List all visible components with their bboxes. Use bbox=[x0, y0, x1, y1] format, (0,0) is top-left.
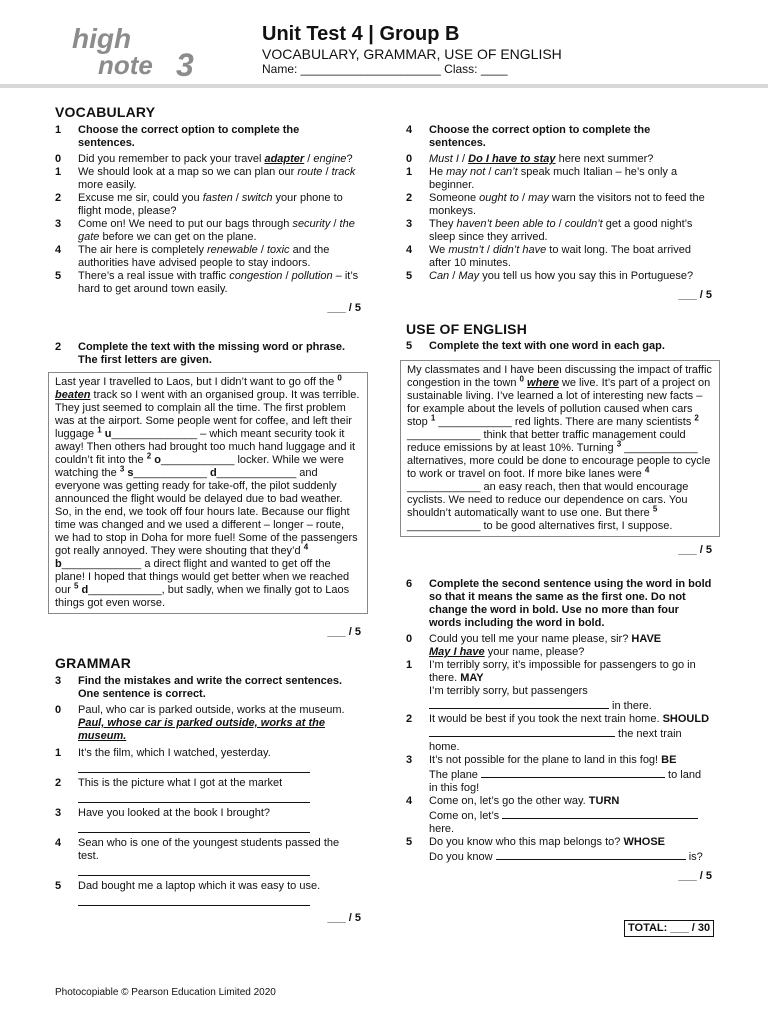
grammar-correction-item[interactable] bbox=[55, 747, 361, 760]
logo-bottom-text: note bbox=[98, 50, 153, 80]
task-4 bbox=[406, 124, 712, 302]
item-number: 2 bbox=[55, 777, 62, 789]
item-text: Can / May you tell us how you say this in Portuguese? bbox=[429, 270, 694, 282]
item-text: This is the picture what I got at the market bbox=[78, 777, 283, 789]
item-number: 3 bbox=[406, 754, 413, 766]
item-text: There’s a real issue with traffic congestion / pollution – it’s hard to get around town easily. bbox=[78, 270, 359, 295]
item-text: It would be best if you took the next train home. SHOULD the next train home. bbox=[429, 713, 710, 753]
modal-option-item[interactable] bbox=[406, 166, 712, 192]
vocabulary-heading: VOCABULARY bbox=[55, 104, 156, 120]
item-text: Come on! We need to put our bags through security / the gate before we can get on the plane. bbox=[78, 218, 355, 243]
item-text: Did you remember to pack your travel adapter / engine? bbox=[78, 153, 353, 165]
transformation-item[interactable] bbox=[406, 754, 712, 795]
task-score[interactable]: ___ / 5 bbox=[327, 912, 361, 924]
task-number: 4 bbox=[406, 124, 413, 136]
high-note-logo bbox=[72, 22, 212, 82]
item-number: 2 bbox=[406, 192, 413, 204]
item-number: 4 bbox=[55, 244, 62, 256]
item-number: 2 bbox=[55, 192, 62, 204]
page-title: Unit Test 4 | Group B bbox=[262, 23, 460, 45]
use-of-english-heading: USE OF ENGLISH bbox=[406, 321, 528, 337]
task-instruction: Find the mistakes and write the correct sentences. One sentence is correct. bbox=[78, 675, 343, 700]
vocab-option-item[interactable] bbox=[55, 270, 361, 296]
item-text: Dad bought me a laptop which it was easy to use. bbox=[78, 880, 321, 892]
vocab-option-item[interactable] bbox=[55, 244, 361, 270]
item-text: Come on, let’s go the other way. TURN Come on, let’s here. bbox=[429, 795, 712, 836]
task-score[interactable]: ___ / 5 bbox=[678, 289, 712, 301]
vocab-option-item[interactable] bbox=[55, 218, 361, 244]
answer-line[interactable] bbox=[78, 760, 310, 773]
item-number: 3 bbox=[55, 807, 62, 819]
item-text: The air here is completely renewable / toxic and the authorities have advised people to stay indoors. bbox=[78, 244, 330, 269]
task-number: 5 bbox=[406, 340, 413, 352]
task-3 bbox=[55, 675, 361, 925]
task-6 bbox=[406, 578, 712, 883]
gap-fill-text[interactable]: Last year I travelled to Laos, but I didn’t want to go off the $^0$ beaten track so I went with an organised group. It was terrible. They just seemed to complain all the time. The first problem was at the airport. Some people went for coffee, and left their luggage $^1$ u______________ – which meant security took it away! Then others had brought too much hand luggage and it couldn’t fit into the $^2$ o____________ locker. While we were watching the $^3$ s____________ d_____________ and everyone was getting ready for take-off, the pilot suddenly announced the flight would be delayed due to bad weather. So, in the end, we took off four hours late. Because our flight time was changed and we used a different – longer – route, we had to stop in Doha for more fuel! Some of the passengers got really annoyed. They were shouting that they’d $^4$ b_____________ a direct flight and wanted to get off the plane! I hoped that things would get better when we reached our $^5$ d____________, but sadly, when we finally got to Laos things got even worse. bbox=[55, 373, 360, 609]
page-subtitle: VOCABULARY, GRAMMAR, USE OF ENGLISH bbox=[262, 46, 562, 62]
answer-line[interactable] bbox=[78, 790, 310, 803]
item-number: 4 bbox=[406, 244, 413, 256]
task-5-text-box bbox=[400, 360, 720, 537]
item-number: 4 bbox=[55, 837, 62, 849]
grammar-correction-item[interactable] bbox=[55, 880, 361, 893]
item-number: 5 bbox=[406, 270, 413, 282]
item-number: 1 bbox=[406, 166, 413, 178]
item-number: 0 bbox=[55, 704, 62, 716]
vocab-option-item[interactable] bbox=[55, 166, 361, 192]
item-number: 5 bbox=[55, 270, 62, 282]
task-instruction: Choose the correct option to complete the sentences. bbox=[429, 124, 651, 149]
grammar-correction-item[interactable] bbox=[55, 837, 361, 863]
item-number: 3 bbox=[55, 218, 62, 230]
item-number: 0 bbox=[406, 633, 413, 645]
transformation-item[interactable] bbox=[406, 713, 712, 754]
grammar-correction-item[interactable] bbox=[55, 777, 361, 790]
item-number: 1 bbox=[406, 659, 413, 671]
item-number: 5 bbox=[55, 880, 62, 892]
transformation-item[interactable] bbox=[406, 659, 712, 713]
task-number: 2 bbox=[55, 341, 62, 353]
grammar-heading: GRAMMAR bbox=[55, 655, 132, 671]
task-score[interactable]: ___ / 5 bbox=[678, 544, 712, 556]
task-5-score-wrap bbox=[406, 538, 712, 557]
modal-option-item[interactable] bbox=[406, 192, 712, 218]
task-1 bbox=[55, 124, 361, 315]
transformation-item[interactable] bbox=[406, 795, 712, 836]
header-bar bbox=[0, 84, 768, 88]
answer-line[interactable] bbox=[78, 893, 310, 906]
item-number: 0 bbox=[406, 153, 413, 165]
task-number: 6 bbox=[406, 578, 413, 590]
name-class-line: Name: _____________________ Class: ____ bbox=[262, 62, 508, 76]
vocab-option-item[interactable] bbox=[55, 192, 361, 218]
item-text: They haven’t been able to / couldn’t get a good night’s sleep since they arrived. bbox=[429, 218, 693, 243]
item-number: 3 bbox=[406, 218, 413, 230]
answer-line[interactable] bbox=[78, 863, 310, 876]
total-score[interactable]: TOTAL: ___ / 30 bbox=[624, 920, 714, 937]
modal-option-item[interactable] bbox=[406, 244, 712, 270]
footer-copyright: Photocopiable © Pearson Education Limited 2020 bbox=[55, 987, 276, 998]
item-text: He may not / can’t speak much Italian – he’s only a beginner. bbox=[429, 166, 678, 191]
task-number: 1 bbox=[55, 124, 62, 136]
task-score[interactable]: ___ / 5 bbox=[678, 870, 712, 882]
task-instruction: Complete the text with the missing word or phrase. The first letters are given. bbox=[78, 341, 346, 366]
item-text: Excuse me sir, could you fasten / switch your phone to flight mode, please? bbox=[78, 192, 343, 217]
example-sentence: Paul, who car is parked outside, works at the museum. bbox=[78, 704, 345, 716]
vocab-option-item[interactable] bbox=[55, 153, 361, 166]
task-score[interactable]: ___ / 5 bbox=[327, 626, 361, 638]
item-number: 5 bbox=[406, 836, 413, 848]
item-number: 1 bbox=[55, 166, 62, 178]
item-text: Must I / Do I have to stay here next summer? bbox=[429, 153, 654, 165]
transformation-item[interactable] bbox=[406, 836, 712, 864]
modal-option-item[interactable] bbox=[406, 218, 712, 244]
item-number: 2 bbox=[406, 713, 413, 725]
example-item bbox=[55, 704, 361, 743]
task-instruction: Complete the text with one word in each gap. bbox=[429, 340, 665, 352]
item-number: 4 bbox=[406, 795, 413, 807]
task-score[interactable]: ___ / 5 bbox=[327, 302, 361, 314]
task-2-text-box bbox=[48, 372, 368, 614]
logo-number-text: 3 bbox=[176, 47, 194, 82]
task-2 bbox=[55, 341, 361, 370]
task-5 bbox=[406, 340, 712, 356]
item-text: We should look at a map so we can plan our route / track more easily. bbox=[78, 166, 356, 191]
item-text: Someone ought to / may warn the visitors not to feed the monkeys. bbox=[429, 192, 705, 217]
task-instruction: Choose the correct option to complete the sentences. bbox=[78, 124, 300, 149]
item-number: 1 bbox=[55, 747, 62, 759]
item-text: Have you looked at the book I brought? bbox=[78, 807, 271, 819]
modal-option-item[interactable] bbox=[406, 153, 712, 166]
task-instruction: Complete the second sentence using the word in bold so that it means the same as the first one. Do not change the word in bold. Use no more than four words including the word in bold. bbox=[429, 578, 712, 629]
item-text: Could you tell me your name please, sir? HAVE May I have your name, please? bbox=[429, 633, 662, 658]
transformation-item[interactable] bbox=[406, 633, 712, 659]
item-text: I’m terribly sorry, it’s impossible for passengers to go in there. MAY I’m terribly sorry, but passengers in there. bbox=[429, 659, 696, 712]
item-text: It’s the film, which I watched, yesterday. bbox=[78, 747, 271, 759]
item-number: 0 bbox=[55, 153, 62, 165]
gap-fill-text[interactable]: My classmates and I have been discussing the impact of traffic congestion in the town $^0$ where we live. It’s part of a project on sustainable living. I’ve learned a lot of interesting new facts – for example about the levels of pollution caused when cars stop $^1$ ____________ red lights. There are many scientists $^2$ ____________ think that better traffic management could reduce emissions by at least 10%. Turning $^3$ ____________ alternatives, more could be done to encourage people to cycle to work or travel on foot. If more bike lanes were $^4$ ____________ an easy reach, then that would encourage cyclists. We need to reduce our dependence on cars. You shouldn’t automatically want to use one. But there $^5$ ____________ to be good alternatives first, I suppose. bbox=[407, 364, 712, 532]
task-number: 3 bbox=[55, 675, 62, 687]
logo-top-text: high bbox=[72, 23, 132, 54]
item-text: It’s not possible for the plane to land in this fog! BE The plane to land in this fog! bbox=[429, 754, 702, 794]
item-text: Do you know who this map belongs to? WHOSE Do you know is? bbox=[429, 836, 703, 863]
modal-option-item[interactable] bbox=[406, 270, 712, 283]
example-answer: Paul, whose car is parked outside, works at the museum. bbox=[78, 717, 325, 742]
item-text: We mustn’t / didn’t have to wait long. The boat arrived after 10 minutes. bbox=[429, 244, 691, 269]
task-2-score-wrap bbox=[55, 620, 361, 639]
answer-line[interactable] bbox=[78, 820, 310, 833]
item-text: Sean who is one of the youngest students passed the test. bbox=[78, 837, 340, 862]
grammar-correction-item[interactable] bbox=[55, 807, 361, 820]
